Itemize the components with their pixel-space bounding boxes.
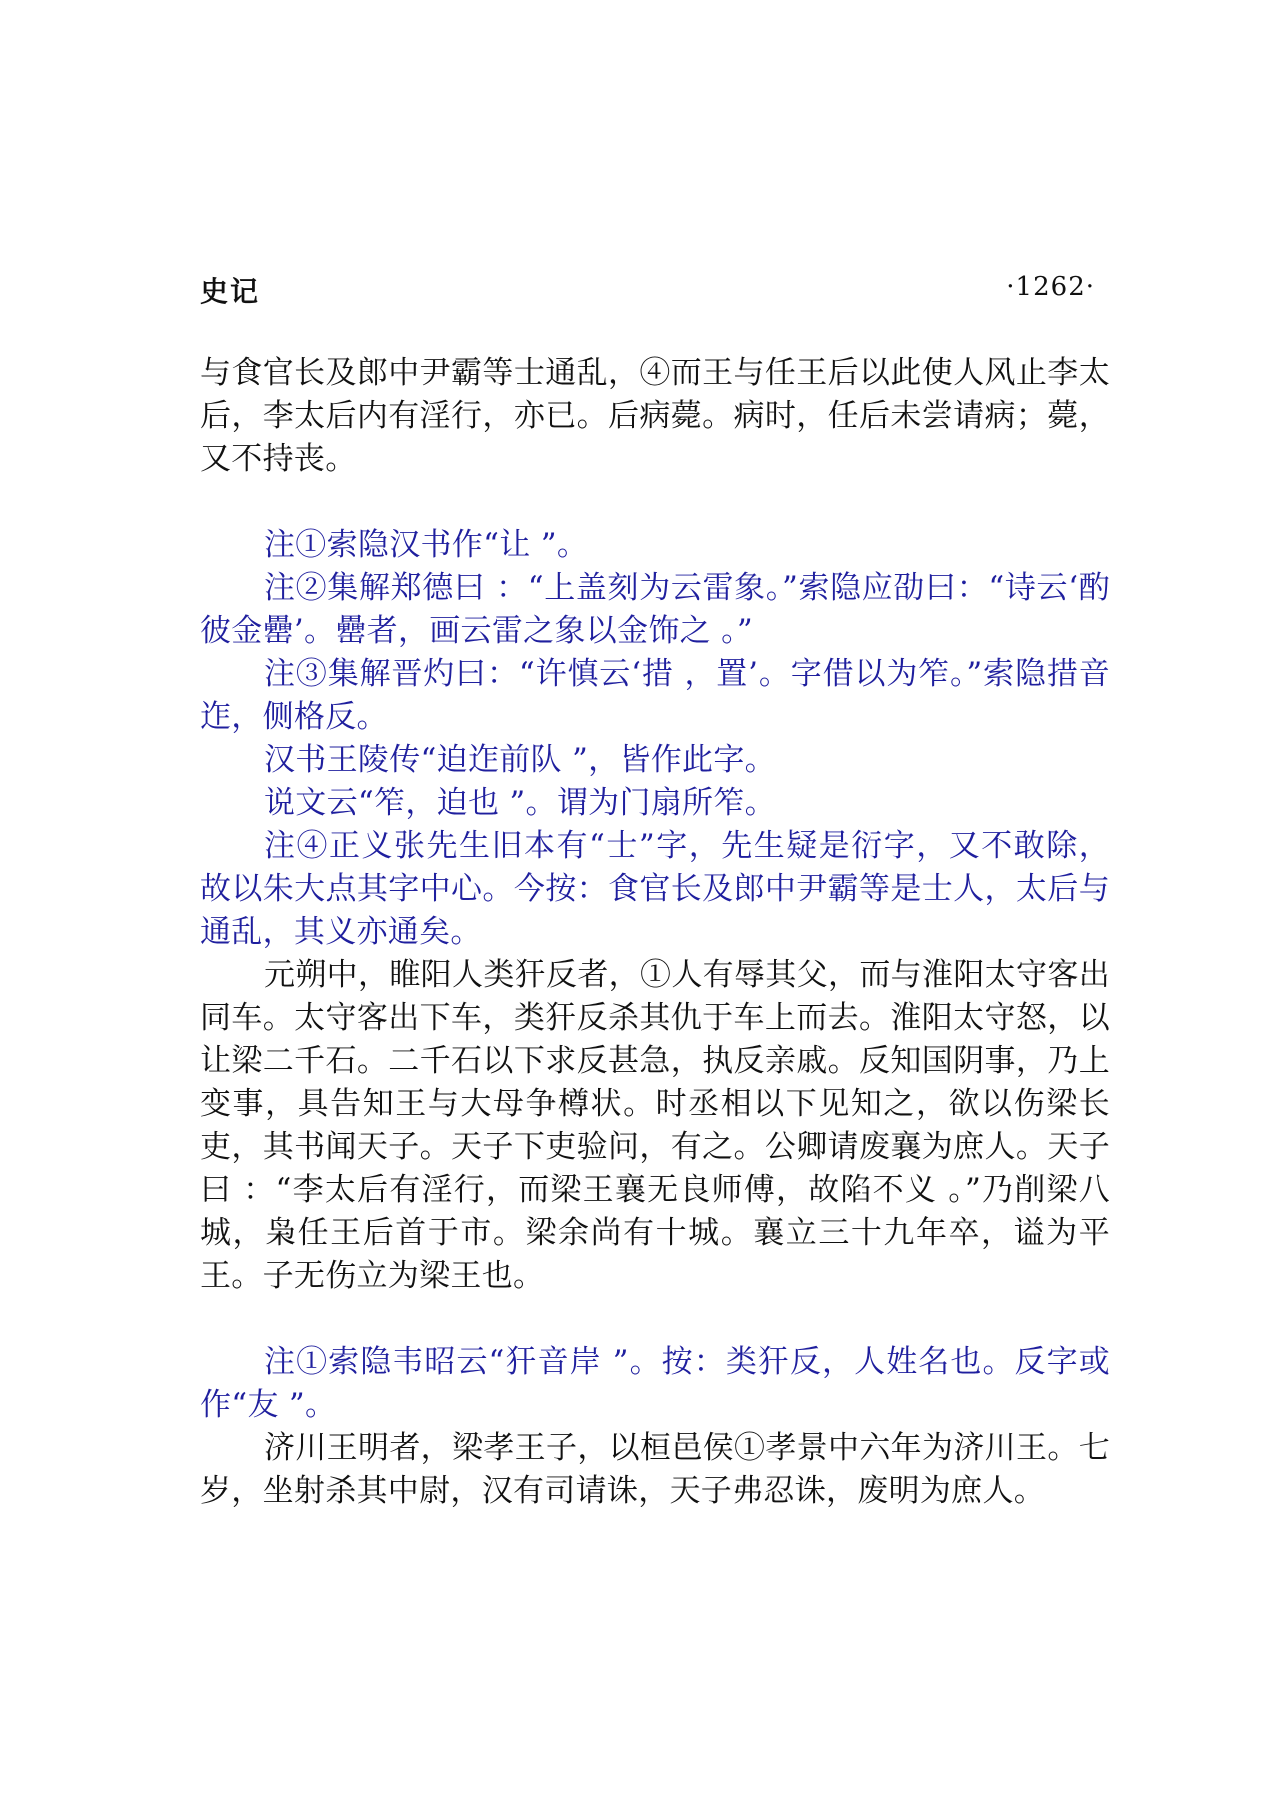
body-paragraph: 与食官长及郎中尹霸等士通乱，④而王与任王后以此使人风止李太后，李太后内有淫行，亦已。后病薨。病时，任后未尝请病；薨，又不持丧。: [200, 355, 1110, 477]
annotation-note: 注②集解郑德曰 ：“上盖刻为云雷象。”索隐应劭曰：“诗云‘酌彼金罍’。罍者，画云雷之象以金饰之 。”: [200, 570, 1110, 649]
annotation-note: 注①索隐汉书作“让 ”。: [264, 527, 589, 563]
body-paragraph: 元朔中，睢阳人类犴反者，①人有辱其父，而与淮阳太守客出同车。太守客出下车，类犴反杀其仇于车上而去。淮阳太守怒，以让梁二千石。二千石以下求反甚急，执反亲戚。反知国阴事，乃上变事，具告知王与大母争樽状。时丞相以下见知之，欲以伤梁长吏，其书闻天子。天子下吏验问，有之。公卿请废襄为庶人。天子曰 ：“李太后有淫行，而梁王襄无良师傅，故陷不义 。”乃削梁八城，枭任王后首于市。梁余尚有十城。襄立三十九年卒，谥为平王。子无伤立为梁王也。: [200, 957, 1110, 1294]
annotation-note: 注①索隐韦昭云“犴音岸 ”。按：类犴反，人姓名也。反字或作“友 ”。: [200, 1344, 1110, 1423]
annotation-note: 注④正义张先生旧本有“士”字，先生疑是衍字，又不敢除，故以朱大点其字中心。今按：食官长及郎中尹霸等是士人，太后与通乱，其义亦通矣。: [200, 828, 1110, 950]
body-paragraph: 济川王明者，梁孝王子，以桓邑侯①孝景中六年为济川王。七岁，坐射杀其中尉，汉有司请诛，天子弗忍诛，废明为庶人。: [200, 1430, 1110, 1509]
paragraph-gap: [200, 481, 1110, 524]
page-content: [200, 352, 1110, 1513]
page-header: [200, 270, 1095, 310]
paragraph-gap: [200, 1298, 1110, 1341]
annotation-note: 说文云“笮，迫也 ”。谓为门扇所笮。: [264, 785, 776, 821]
page-number: ·1262·: [1006, 272, 1095, 302]
annotation-note: 注③集解晋灼曰：“许慎云‘措 ，置’。字借以为笮。”索隐措音迮，侧格反。: [200, 656, 1110, 735]
annotation-note: 汉书王陵传“迫迮前队 ”，皆作此字。: [264, 742, 776, 778]
book-title: 史记: [200, 275, 261, 308]
